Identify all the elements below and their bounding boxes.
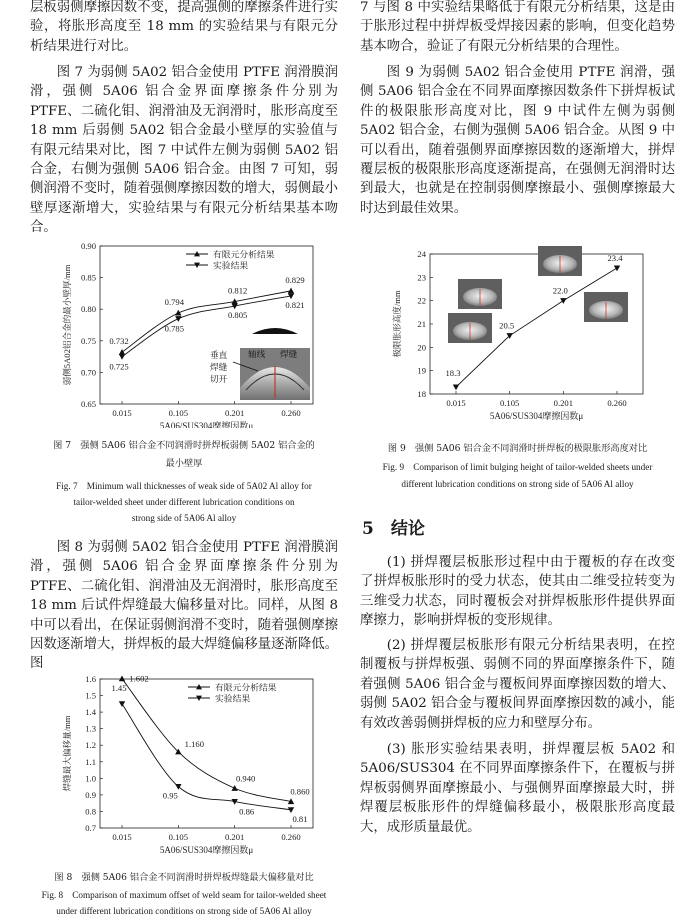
data-label: 0.794 [164,296,185,307]
data-point [119,354,125,360]
y-tick-label: 0.75 [80,335,96,346]
data-point [119,701,125,707]
y-tick-label: 21 [417,319,426,329]
data-label: 0.81 [292,813,308,824]
y-tick-label: 1.4 [85,707,96,718]
data-label: 0.829 [285,274,305,285]
data-label: 0.812 [227,285,248,296]
y-axis-label: 焊缝最大偏移量/mm [62,715,72,792]
y-tick-label: 0.90 [80,241,96,251]
figure-9 [360,240,675,432]
data-point [231,785,237,791]
x-tick-label: 0.201 [553,398,574,408]
fig8-chart [30,672,338,867]
y-tick-label: 1.5 [85,690,96,701]
series-line-1 [122,679,291,802]
legend-label-2: 实验结果 [215,693,251,704]
y-tick-label: 1.3 [85,723,96,734]
paragraph-intro: 层板弱侧摩擦因数不变，提高强侧的摩擦条件进行实验，将胀形高度至 18 mm 的实验结果与有限元分析结果进行对比。 [30,0,338,54]
fig9-caption-cn: 图 9 强侧 5A06 铝合金不同润滑时拼焊板的极限胀形高度对比 [387,443,648,454]
data-point [175,316,181,322]
inset-label-vertical: 垂直 [210,350,228,360]
fig7-caption-en-2: tailor-welded sheet under different lubrication conditions on [73,497,295,507]
data-label: 1.160 [184,738,205,749]
fig9-caption-en-2: different lubrication conditions on strong side of 5A06 Al alloy [401,479,634,489]
y-axis-label: 极限胀形高度/mm [392,290,402,358]
y-tick-label: 20 [417,342,426,353]
legend-label-2: 实验结果 [213,260,249,271]
data-label: 22.0 [552,285,568,296]
fig8-caption-en-1: Fig. 8 Comparison of maximum offset of weld seam for tailor-welded sheet [41,890,327,900]
figure-7 [30,238,338,428]
data-label: 18.3 [445,368,461,378]
y-tick-label: 1.1 [85,756,96,767]
fig7-caption-en-3: strong side of 5A06 Al alloy [131,513,237,523]
legend-label-1: 有限元分析结果 [215,682,277,693]
data-label: 0.732 [109,336,129,347]
data-label: 0.785 [164,323,185,334]
x-axis-label: 5A06/SUS304摩擦因数μ [159,845,254,855]
data-label: 0.940 [235,773,256,784]
y-tick-label: 23 [417,272,426,283]
x-tick-label: 0.105 [499,398,520,408]
x-axis-label: 5A06/SUS304摩擦因数μ [489,411,584,421]
fig8-caption-en-2: under different lubrication conditions on strong side of 5A06 Al alloy [56,906,312,916]
paragraph-fig-compare: 7 与图 8 中实验结果略低于有限元分析结果，这是由于胀形过程中拼焊板受焊接因素的影响，但变化趋势基本吻合，验证了有限元分析结果的合理性。 [360,0,675,54]
y-tick-label: 22 [417,295,426,306]
x-tick-label: 0.015 [112,832,132,842]
y-tick-label: 0.85 [80,272,96,283]
data-point [453,384,459,390]
fig7-caption-en-1: Fig. 7 Minimum wall thicknesses of weak side of 5A02 Al alloy for [56,481,312,491]
y-tick-label: 0.8 [85,806,96,817]
data-point [175,310,181,316]
paragraph-fig9-desc: 图 9 为弱侧 5A02 铝合金使用 PTFE 润滑，强侧 5A06 铝合金在不同界面摩擦因数条件下拼焊板试件的极限胀形高度对比，图 9 中试件左侧为弱侧 5A02 铝合金，右侧为强侧 5A06 铝合金。从图 9 中可以看出，随着强侧界面摩擦因数的逐渐增大，拼焊覆层板的极限胀形高度逐渐提高，在强侧无润滑时达到最大，也就是在控制弱侧摩擦最小、强侧摩擦最大时达到最佳效果。 [360,65,675,216]
y-tick-label: 1.6 [85,674,96,684]
conclusion-2: (2) 拼焊覆层板胀形有限元分析结果表明，在控制覆板与拼焊板强、弱侧不同的界面摩擦条件下，随着强侧 5A06 铝合金与覆板间界面摩擦因数的增大、弱侧 5A02 铝合金与覆板间界面摩擦因数的减小，能有效改善弱侧拼焊板的应力和壁厚分布。 [360,638,675,731]
fig7-chart [30,238,338,428]
data-label: 20.5 [499,320,515,331]
data-label: 0.860 [290,786,310,797]
x-tick-label: 0.260 [607,398,627,408]
plot-frame [100,679,313,828]
fig9-caption-en-1: Fig. 9 Comparison of limit bulging height of tailor-welded sheets under [382,462,653,472]
data-label: 0.725 [109,361,129,372]
x-tick-label: 0.260 [281,408,301,418]
data-label: 0.95 [162,790,178,801]
conclusion-3: (3) 胀形实验结果表明，拼焊覆层板 5A02 和 5A06/SUS304 在不同界面摩擦条件下，在覆板与拼焊板弱侧界面摩擦最小、与强侧界面摩擦最大时，拼焊覆层板胀形件的焊缝偏移最小，极限胀形高度最大，成形质量最优。 [360,742,675,835]
y-tick-label: 0.65 [80,399,96,409]
x-tick-label: 0.201 [224,408,245,418]
data-label: 1.45 [111,682,127,693]
y-tick-label: 24 [417,249,426,259]
x-tick-label: 0.015 [112,408,132,418]
y-tick-label: 19 [417,365,426,376]
y-tick-label: 0.7 [85,823,96,833]
y-tick-label: 0.80 [80,304,96,315]
paragraph-fig7-desc: 图 7 为弱侧 5A02 铝合金使用 PTFE 润滑膜润滑，强侧 5A06 铝合金界面摩擦条件分别为 PTFE、二硫化钼、润滑油及无润滑时，胀形高度至 18 mm 后弱侧 5A02 铝合金最小壁厚的实验值与有限元结果对比，图 7 中试件左侧为弱侧 5A02 铝合金，右侧为强侧 5A06 铝合金。由图 7 可知，弱侧润滑不变时，随着强侧摩擦因数的增大，弱侧最小壁厚逐渐增大，实验结果与有限元分析结果基本吻合。 [30,65,338,236]
x-tick-label: 0.105 [168,408,189,418]
fig9-chart [360,240,675,432]
series-line-2 [122,296,291,357]
section-title: 5 结论 [362,519,425,539]
conclusion-1: (1) 拼焊覆层板胀形过程中由于覆板的存在改变了拼焊板胀形时的受力状态，使其由二维受拉转变为三维受力状态，同时覆板会对拼焊板胀形件提供界面摩擦力，影响拼焊板的变形规律。 [360,555,675,629]
x-tick-label: 0.201 [224,832,245,842]
inset-label-cut: 切开 [210,374,228,384]
x-tick-label: 0.260 [281,832,301,842]
specimen-cap [252,328,298,334]
inset-label-axis: 轴线 [248,349,266,359]
fig7-caption-cn-1: 图 7 强侧 5A06 铝合金不同润滑时拼焊板弱侧 5A02 铝合金的 [53,440,315,451]
y-tick-label: 1.2 [85,740,96,751]
y-tick-label: 0.9 [85,789,96,800]
fig8-caption-cn: 图 8 强侧 5A06 铝合金不同润滑时拼焊板焊缝最大偏移量对比 [54,872,314,883]
data-label: 23.4 [607,253,623,263]
data-label: 0.805 [227,310,248,321]
data-point [119,675,125,681]
series-line-2 [122,704,291,810]
y-tick-label: 18 [417,389,426,399]
inset-label-seam: 焊缝 [280,349,298,359]
inset-label-weld: 焊缝 [210,362,228,372]
data-label: 1.602 [129,673,149,684]
x-tick-label: 0.015 [446,398,466,408]
y-axis-label: 弱侧5A02铝合金的最小壁厚/mm [62,264,72,386]
y-tick-label: 1.0 [85,773,96,784]
data-label: 0.86 [239,806,255,817]
data-point [288,288,294,294]
data-point [560,298,566,304]
x-axis-label: 5A06/SUS304摩擦因数μ [159,421,254,428]
data-point [288,807,294,813]
legend-label-1: 有限元分析结果 [213,249,275,260]
data-point [614,265,620,271]
fig7-caption-cn-2: 最小壁厚 [165,458,203,469]
y-tick-label: 0.70 [80,367,96,378]
x-tick-label: 0.105 [168,832,189,842]
data-label: 0.821 [285,299,305,310]
paragraph-fig8-desc: 图 8 为弱侧 5A02 铝合金使用 PTFE 润滑膜润滑，强侧 5A06 铝合金界面摩擦条件分别为 PTFE、二硫化钼、润滑油及无润滑时，胀形高度至 18 mm 后试件焊缝最大偏移量对比。同样，从图 8 中可以看出，在保证弱侧润滑不变时，随着强侧摩擦因数逐渐增大，拼焊板的最大焊缝偏移量逐渐降低。图 [30,540,338,672]
data-point [119,349,125,355]
figure-8 [30,672,338,867]
